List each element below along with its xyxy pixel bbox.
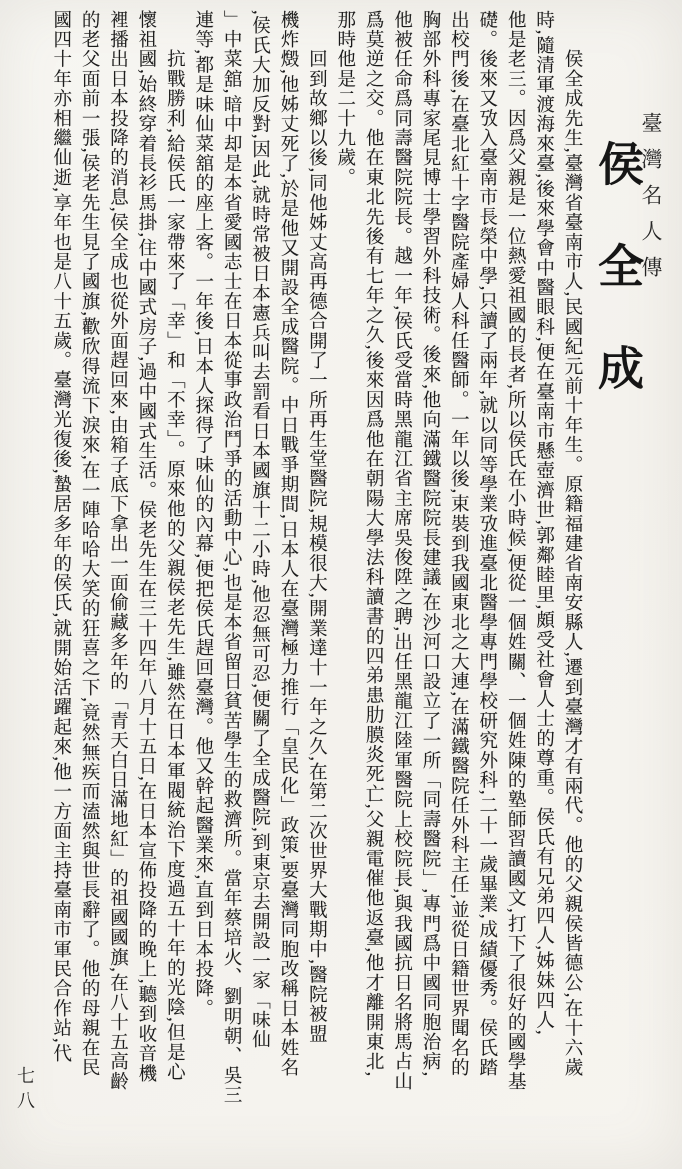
text-column: 連等,都是味仙菜舘的座上客。一年後,日本人探得了味仙的內幕,便把侯氏趕回臺灣。他又幹起醫業來,直到日本投降。 <box>192 10 213 1019</box>
text-column: 」中菜舘,暗中却是本省愛國志士在日本從事政治鬥爭的活動中心,也是本省留日貧苦學生的救濟所。當年蔡培火、劉明朝、吳三 <box>221 10 242 1106</box>
series-title: 臺灣名人傳 <box>639 112 663 292</box>
text-column: ,侯氏大加反對,因此,就時常被日本憲兵叫去罰看日本國旗十二小時,他忍無可忍,便關了全成醫院,到東京去開設一家「味仙 <box>249 10 270 1050</box>
page-number: 七八 <box>15 1066 35 1116</box>
text-column: 那時他是二十九歲。 <box>334 10 355 188</box>
text-column: 懷祖國,始終穿着長衫馬掛,住中國式房子,過中國式生活。侯老先生在三十四年八月十五日,在日本宣佈投降的晚上,聽到收音機 <box>135 10 156 1084</box>
text-column: 他是老三。因爲父親是一位熱愛祖國的長者,所以侯氏在小時候,便從一個姓關、一個姓陳的塾師習讀國文,打下了很好的國學基 <box>505 10 526 1092</box>
text-column: 裡播出日本投降的消息,侯全成也從外面趕回來,由箱子底下拿出一面偷藏多年的「青天白日滿地紅」的祖國國旗,在八十五高齡 <box>107 10 128 1092</box>
text-column: 時,隨清軍渡海來臺,後來學會中醫眼科,便在臺南市懸壺濟世,郭鄰睦里,頗受社會人士的尊重。侯氏有兄弟四人,姊妹四人, <box>533 10 554 1036</box>
text-column: 抗戰勝利,給侯氏一家帶來了「幸」和「不幸」。原來他的父親侯老先生,雖然在日本軍閥統治下度過五十年的光陰,但是心 <box>164 10 185 1083</box>
text-column: 侯全成先生,臺灣省臺南市人,民國紀元前十年生。原籍福建省南安縣人,遷到臺灣才有兩代。他的父親侯皆德公,在十六歲 <box>562 10 582 1078</box>
text-column: 國四十年亦相繼仙逝,享年也是八十五歲。臺灣光復後,蟄居多年的侯氏,就開始活躍起來,他一方面主持臺南市軍民合作站,代 <box>50 10 71 1064</box>
text-column: 回到故鄉以後,同他姊丈高再德合開了一所再生堂醫院,規模很大,開業達十一年之久,在第二次世界大戰期中,醫院被盟 <box>306 10 327 1044</box>
text-column: 他被任命爲同壽醫院院長。越一年,侯氏受當時黑龍江省主席吳俊陞之聘,出任黑龍江陸軍醫院上校院長,與我國抗日名將馬占山 <box>391 10 412 1092</box>
text-column: 機炸燬,他姊丈死了,於是他又開設全成醫院。中日戰爭期間,日本人在臺灣極力推行「皇民化」政策,要臺灣同胞改稱日本姓名 <box>277 10 298 1078</box>
text-column: 的老父面前一張,侯老先生見了國旗,歡欣得流下淚來,在一陣哈哈大笑的狂喜之下,竟然無疾而溘然與世長辭了。他的母親在民 <box>79 10 100 1078</box>
text-column: 出校門後,在臺北紅十字醫院產婦人科任醫師。一年以後,束裝到我國東北之大連,在滿鐵醫院任外科主任,並從日籍世界聞名的 <box>448 10 469 1078</box>
body-text <box>46 10 586 1164</box>
text-column: 礎。後來又攷入臺南市長榮中學,只讀了兩年,就以同等學業攷進臺北醫學專門學校研究外科,二十一歲畢業,成績優秀。侯氏踏 <box>476 10 497 1078</box>
text-column: 爲莫逆之交。他在東北先後有七年之久,後來因爲他在朝陽大學法科讀書的四弟患肋膜炎死亡,父親電催他返臺,他才離開東北, <box>363 10 384 1078</box>
entry-title: 侯全成 <box>592 140 643 446</box>
text-column: 胸部外科專家尾見博士學習外科技術。後來,他向滿鐵醫院院長建議,在沙河口設立了一所「同壽醫院」,專門爲中國同胞治病, <box>419 10 440 1078</box>
